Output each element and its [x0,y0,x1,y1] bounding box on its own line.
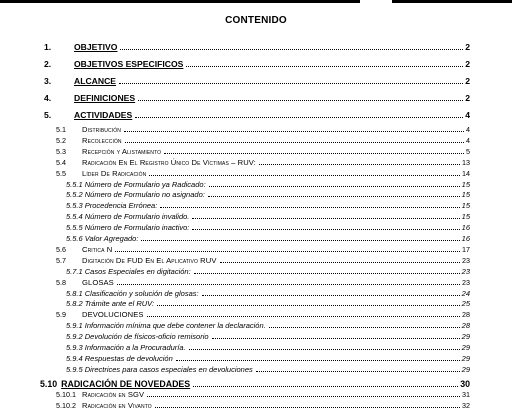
toc-entry[interactable] [56,136,470,146]
toc-entry-label: Radicación en SGV [82,389,145,399]
toc-entry-label: Critica N [82,244,113,254]
toc-entry-label: 5.9.5 Directrices para casos especiales en devoluciones [66,364,253,374]
toc-entry[interactable] [66,267,470,277]
toc-leader-dots [138,100,463,101]
toc-entry-number: 5.8 [56,277,66,287]
toc-entry[interactable] [56,310,470,320]
toc-leader-dots [194,273,460,274]
toc-entry-label: Radicación en Vivanto [82,400,152,410]
toc-entry-label: 5.5.3 Procedencia Errónea: [66,201,158,211]
toc-entry-number: 3. [44,76,52,86]
toc-entry-label: 5.9.4 Respuestas de devolución [66,353,173,363]
toc-entry[interactable] [56,401,470,411]
toc-entry-label: GLOSAS [82,277,114,287]
toc-leader-dots [157,305,460,306]
toc-entry-label: 5.7.1 Casos Especiales en digitación: [66,266,191,276]
toc-page-number: 2 [465,42,470,52]
toc-page-number: 2 [465,59,470,69]
toc-entry[interactable] [66,180,470,190]
toc-leader-dots [220,262,460,263]
toc-entry[interactable] [66,190,470,200]
toc-leader-dots [147,316,460,317]
toc-entry-label: 5.5.2 Número de Formulario no asignado: [66,190,205,200]
toc-leader-dots [119,83,463,84]
toc-leader-dots [202,295,460,296]
toc-page-number: 32 [462,400,470,410]
toc-entry-number: 5.2 [56,135,66,145]
toc-entry[interactable] [66,332,470,342]
toc-entry-label: 5.5.6 Valor Agregado: [66,234,139,243]
toc-entry-number: 5.10.2 [56,400,76,410]
toc-heading: CONTENIDO [225,15,287,26]
toc-entry-label: 5.5.4 Número de Formulario invalido. [66,212,190,222]
toc-entry[interactable] [44,110,470,121]
toc-leader-dots [124,131,464,132]
toc-leader-dots [155,407,460,408]
toc-entry[interactable] [66,223,470,233]
toc-page-number: 15 [461,190,470,200]
toc-leader-dots [135,117,463,118]
toc-entry-label: ALCANCE [74,76,117,86]
toc-page-number: 13 [462,157,470,167]
toc-page-number: 4 [465,110,470,120]
toc-entry[interactable] [44,76,470,87]
toc-entry-label: 5.9.1 Información mínima que debe contener la declaración. [66,321,266,331]
toc-page-number: 14 [462,168,470,178]
toc-entry-label: 5.5.1 Número de Formulario ya Radicado: [66,179,206,189]
toc-entry[interactable] [56,125,470,135]
toc-entry-label: 5.9.3 Información a la Procuraduría. [66,343,186,352]
toc-page-number: 4 [466,135,470,145]
toc-entry[interactable] [66,212,470,222]
toc-leader-dots [125,142,464,143]
toc-leader-dots [192,229,459,230]
toc-entry-label: Distribución [82,125,121,134]
toc-entry[interactable] [66,321,470,331]
toc-entry[interactable] [56,158,470,168]
toc-page-number: 23 [462,277,470,287]
toc-leader-dots [160,207,459,208]
toc-entry-number: 5.9 [56,310,66,320]
toc-entry-label: ACTIVIDADES [74,110,133,120]
top-border-right [392,0,512,3]
toc-entry-label: Líder De Radicación [82,168,147,178]
toc-entry[interactable] [66,289,470,299]
toc-page-number: 17 [462,244,470,254]
toc-entry-label: DEFINICIONES [74,93,136,103]
toc-page-number: 29 [461,343,470,352]
toc-entry-number: 5.3 [56,146,66,156]
toc-page-number: 30 [460,378,470,389]
top-border-left [0,0,360,3]
toc-page-number: 15 [461,201,470,211]
toc-entry[interactable] [44,93,470,104]
toc-page-number: 15 [461,179,470,189]
toc-entry[interactable] [66,354,470,364]
toc-entry[interactable] [56,147,470,157]
toc-entry-number: 4. [44,93,52,103]
toc-entry[interactable] [66,299,470,309]
toc-entry[interactable] [56,169,470,179]
toc-leader-dots [176,360,460,361]
toc-entry-label: 5.8.2 Trámite ante el RUV: [66,299,155,309]
toc-leader-dots [189,349,460,350]
toc-leader-dots [141,240,459,241]
toc-page-number: 4 [466,125,470,134]
toc-entry[interactable] [66,234,470,244]
toc-page-number: 24 [461,288,470,298]
toc-entry[interactable] [66,201,470,211]
toc-leader-dots [120,49,463,50]
toc-leader-dots [115,251,460,252]
toc-entry[interactable] [56,256,470,266]
toc-leader-dots [192,218,459,219]
toc-entry-label: RADICACIÓN DE NOVEDADES [61,378,191,389]
toc-entry-label: DEVOLUCIONES [82,310,144,320]
toc-leader-dots [117,284,460,285]
toc-entry-label: Radicación En El Registro Único De Víctimas – RUV: [82,157,256,167]
toc-entry[interactable] [66,343,470,353]
toc-entry-label: 5.9.2 Devolución de físicos-oficio remisorio [66,332,209,342]
toc-page-number: 5 [466,146,470,156]
toc-entry-label: 5.5.5 Número de Formulario inactivo: [66,223,190,233]
toc-page-number: 2 [465,76,470,86]
toc-page-number: 25 [461,299,470,309]
toc-page-number: 31 [462,389,470,399]
toc-entry-label: Recepción y Alistamiento [82,146,162,156]
toc-entry-number: 5.4 [56,157,66,167]
toc-leader-dots [186,66,463,67]
toc-leader-dots [259,164,460,165]
toc-leader-dots [209,186,460,187]
toc-leader-dots [256,371,460,372]
toc-entry[interactable] [40,379,470,390]
toc-entry[interactable] [56,390,470,400]
toc-entry-number: 5. [44,110,52,120]
toc-entry-label: OBJETIVOS ESPECIFICOS [74,59,184,69]
toc-page-number: 15 [461,212,470,222]
toc-entry-number: 2. [44,59,52,69]
toc-entry[interactable] [56,278,470,288]
toc-page-number: 29 [461,353,470,363]
toc-entry-label: Recolección [82,135,122,145]
toc-entry-number: 5.7 [56,255,66,265]
toc-leader-dots [164,153,464,154]
toc-page-number: 23 [462,255,470,265]
toc-entry-label: OBJETIVO [74,42,118,52]
toc-page-number: 2 [465,93,470,103]
toc-page-number: 16 [461,223,470,233]
toc-entry-number: 5.10.1 [56,389,76,399]
toc-page-number: 28 [461,321,470,331]
toc-entry-number: 5.6 [56,244,66,254]
toc-entry-label: 5.8.1 Clasificación y solución de glosas: [66,288,199,298]
toc-entry-number: 5.5 [56,168,66,178]
toc-entry-number: 1. [44,42,52,52]
toc-entry-number: 5.10 [40,378,58,389]
toc-leader-dots [212,338,460,339]
toc-leader-dots [147,396,460,397]
toc-entry-number: 5.1 [56,125,66,134]
toc-entry[interactable] [44,59,470,70]
toc-page-number: 29 [461,364,470,374]
toc-entry[interactable] [66,365,470,375]
toc-entry[interactable] [44,42,470,53]
toc-entry[interactable] [56,245,470,255]
toc-page-number: 29 [461,332,470,342]
toc-page-number: 16 [461,234,470,243]
toc-leader-dots [208,196,460,197]
toc-leader-dots [193,386,458,387]
toc-page-number: 28 [462,310,470,320]
toc-leader-dots [149,175,460,176]
toc-page-number: 23 [461,266,470,276]
toc-leader-dots [269,327,460,328]
toc-entry-label: Digitación De FUD En El Aplicativo RUV [82,255,217,265]
